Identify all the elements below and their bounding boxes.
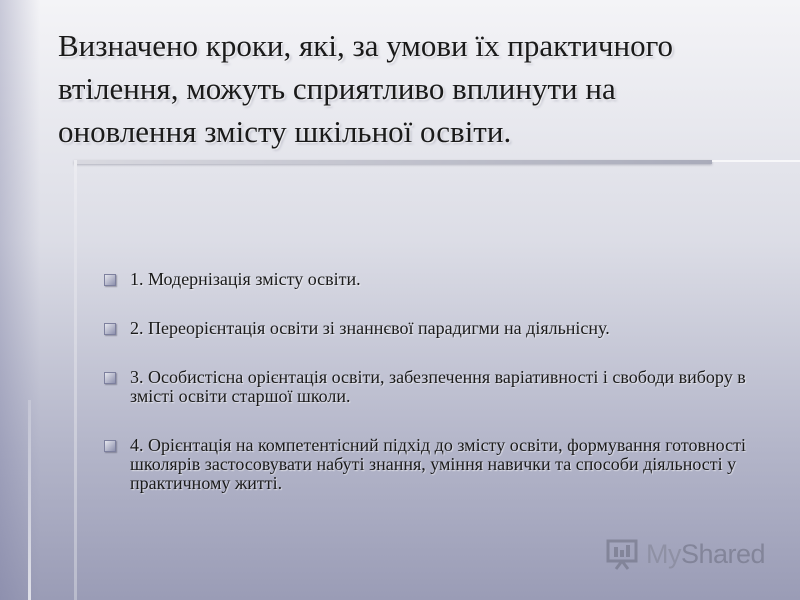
bullet-item-4 (104, 436, 754, 493)
bullet-item-3 (104, 368, 754, 406)
bullet-square-icon (104, 440, 116, 452)
title-divider-line (74, 160, 712, 164)
title-divider-highlight (712, 160, 800, 162)
watermark-text: MyShared (646, 538, 766, 569)
bullet-square-icon (104, 274, 116, 286)
vertical-accent-line (74, 160, 77, 600)
bullet-item-1 (104, 270, 754, 289)
bullet-text: 3. Особистісна орієнтація освіти, забезпечення варіативності і свободи вибору в змісті освіти старшої школи. (130, 367, 746, 406)
myshared-watermark (606, 536, 766, 572)
bullet-list (104, 270, 754, 523)
bullet-square-icon (104, 372, 116, 384)
bullet-text: 2. Переорієнтація освіти зі знаннєвої парадигми на діяльнісну. (130, 318, 610, 338)
slide-title: Визначено кроки, які, за умови їх практичного втілення, можуть сприятливо вплинути на оновлення змісту шкільної освіти. (58, 28, 674, 149)
bullet-text: 4. Орієнтація на компетентісний підхід до змісту освіти, формування готовності школярів застосовувати набуті знання, уміння навички та способи діяльності у практичному житті. (130, 435, 746, 493)
bullet-square-icon (104, 323, 116, 335)
left-shade (0, 0, 40, 600)
bullet-item-2 (104, 319, 754, 338)
presentation-board-icon (606, 538, 640, 570)
left-accent-line (28, 400, 31, 600)
bullet-text: 1. Модернізація змісту освіти. (130, 269, 361, 289)
